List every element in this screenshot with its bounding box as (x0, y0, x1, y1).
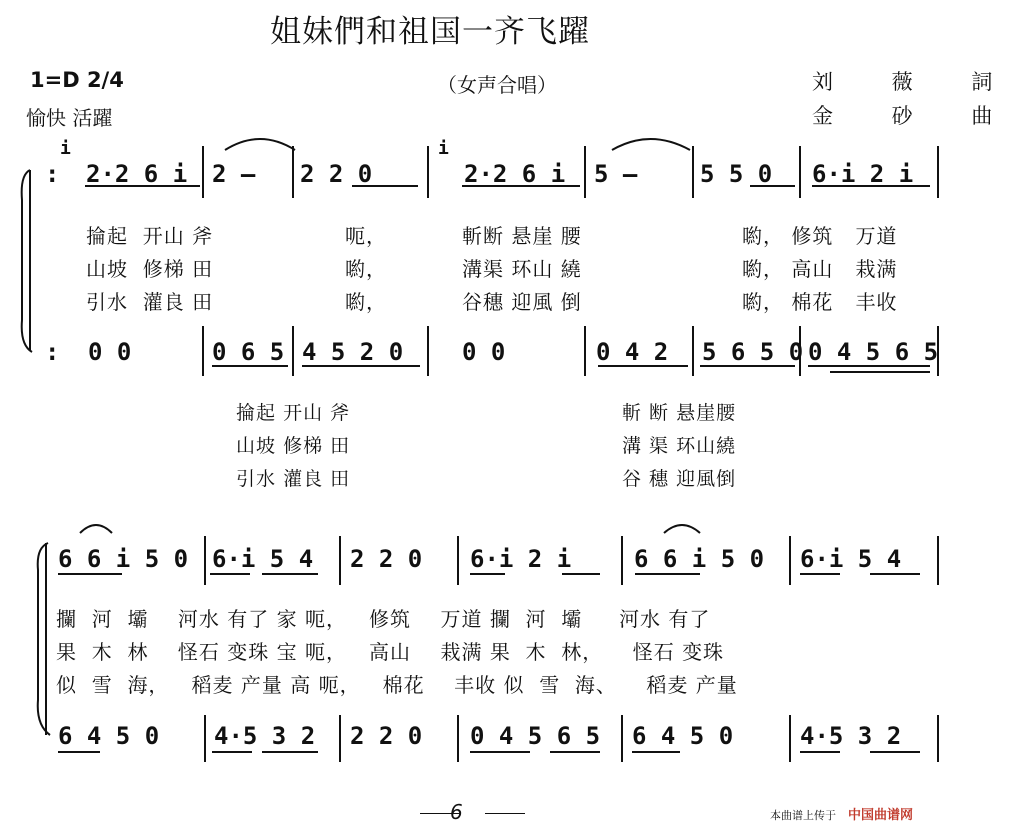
s2-lower-measure-4: 0 4 5 6 5 (470, 722, 601, 750)
tempo-marking: 愉快 活躍 (26, 106, 113, 130)
lyric-s1-v2-c: 溝渠 环山 繞 (462, 257, 582, 281)
composer-credit: 金 砂 曲 (812, 104, 1018, 128)
grace-note: i (60, 138, 71, 159)
lyric-s1-v1-c: 斬断 悬崖 腰 (462, 224, 582, 248)
lower-lyric-v2-b: 溝 渠 环山繞 (622, 435, 737, 457)
s2-measure-1: 6 6 i 5 0 (58, 545, 189, 573)
s2-measure-2: 6·i 5 4 (212, 545, 314, 573)
lower-measure-2: 0 6 5 (212, 338, 285, 366)
s2-measure-5: 6 6 i 5 0 (634, 545, 765, 573)
grace-note-2: i (438, 138, 449, 159)
s2-measure-6: 6·i 5 4 (800, 545, 902, 573)
measure-4: 2·2 6 i (464, 160, 566, 188)
song-title: 姐妹們和祖国一齐飞躍 (270, 14, 590, 50)
page-number: 6 (450, 800, 463, 824)
performance-note: （女声合唱） (437, 73, 557, 97)
lower-lyric-v1-b: 斬 断 悬崖腰 (622, 402, 737, 424)
lyric-s2-v3: 似 雪 海， 稻麦 产量 高 呃， 棉花 丰收 似 雪 海、 稻麦 产量 (56, 673, 738, 697)
lyric-s1-v3-d: 喲， 棉花 丰收 (742, 290, 898, 314)
measure-7: 6·i 2 i (812, 160, 914, 188)
lyric-s1-v3-b: 喲， (345, 290, 387, 314)
lyric-s1-v3: 引水 灌良 田 (86, 290, 214, 314)
lower-measure-1: 0 0 (88, 338, 132, 366)
repeat-sign-lower: : (45, 338, 60, 366)
lower-measure-3: 4 5 2 0 (302, 338, 404, 366)
s2-lower-measure-3: 2 2 0 (350, 722, 423, 750)
s2-lower-measure-1: 6 4 5 0 (58, 722, 160, 750)
lower-measure-7: 0 4 5 6 5 (808, 338, 939, 366)
measure-6: 5 5 0 (700, 160, 773, 188)
s2-lower-measure-2: 4·5 3 2 (214, 722, 316, 750)
s2-measure-4: 6·i 2 i (470, 545, 572, 573)
lyric-s1-v3-c: 谷穗 迎風 倒 (462, 290, 582, 314)
lyric-s2-v2: 果 木 林 怪石 变珠 宝 呃， 高山 栽满 果 木 林， 怪石 变珠 (56, 640, 725, 664)
lower-measure-6: 5 6 5 0 (702, 338, 804, 366)
watermark-logo: 中国曲谱网 (848, 808, 914, 823)
lyric-s1-v1-d: 喲， 修筑 万道 (742, 224, 898, 248)
lyricist-credit: 刘 薇 詞 (812, 70, 1018, 94)
page-rule-right (485, 813, 525, 814)
lyric-s1-v1-b: 呃， (345, 224, 387, 248)
lyric-s1-v2-d: 喲， 高山 栽满 (742, 257, 898, 281)
watermark-text: 本曲谱上传于 (770, 809, 836, 822)
measure-3: 2 2 0 (300, 160, 373, 188)
lower-lyric-v1: 掄起 开山 斧 (236, 402, 351, 424)
s2-lower-measure-6: 4·5 3 2 (800, 722, 902, 750)
measure-5: 5 — (594, 160, 638, 188)
lower-measure-5: 0 4 2 (596, 338, 669, 366)
lower-lyric-v3-b: 谷 穗 迎風倒 (622, 468, 737, 490)
lyric-s1-v1: 掄起 开山 斧 (86, 224, 214, 248)
lyric-s1-v2: 山坡 修梯 田 (86, 257, 214, 281)
s2-measure-3: 2 2 0 (350, 545, 423, 573)
repeat-sign: : (45, 160, 60, 188)
lower-lyric-v2: 山坡 修梯 田 (236, 435, 351, 457)
lyric-s2-v1: 攔 河 壩 河水 有了 家 呃， 修筑 万道 攔 河 壩 河水 有了 (56, 607, 711, 631)
measure-1: 2·2 6 i (86, 160, 188, 188)
measure-2: 2 — (212, 160, 256, 188)
lyric-s1-v2-b: 喲， (345, 257, 387, 281)
s2-lower-measure-5: 6 4 5 0 (632, 722, 734, 750)
lower-measure-4: 0 0 (462, 338, 506, 366)
key-signature: 1=D 2/4 (30, 68, 124, 92)
lower-lyric-v3: 引水 灌良 田 (236, 468, 351, 490)
